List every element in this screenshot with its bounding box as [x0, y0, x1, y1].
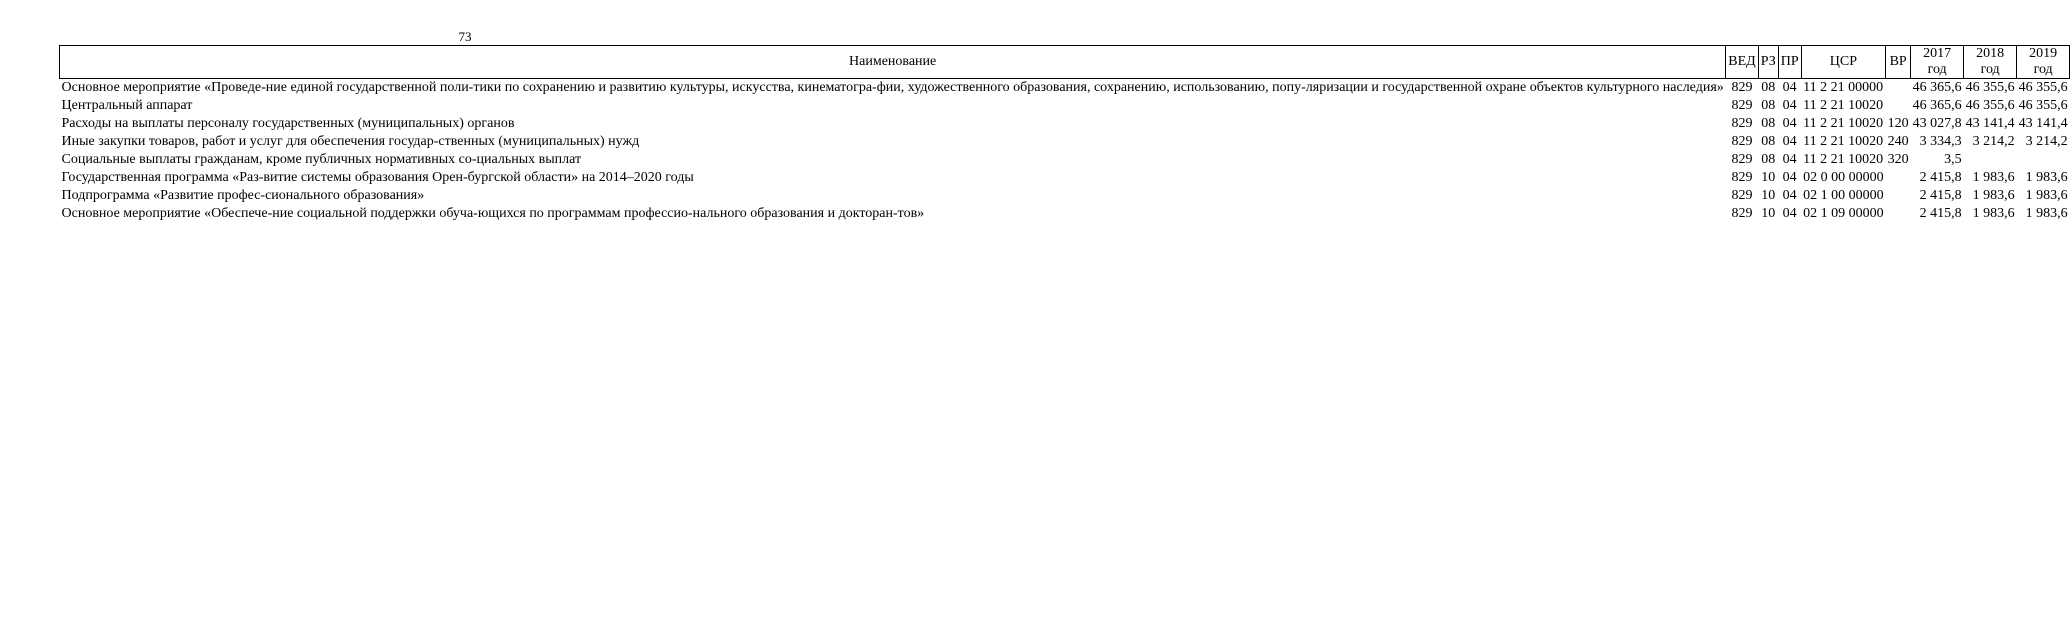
row-name: Основное мероприятие «Обеспече-ние социальной поддержки обуча-ющихся по программам профессио-нального образования и докторан-тов» — [61, 206, 925, 221]
row-2017: 2 415,8 — [1919, 206, 1962, 221]
row-csr: 02 0 00 00000 — [1803, 170, 1884, 185]
row-name: Иные закупки товаров, работ и услуг для обеспечения государ-ственных (муниципальных) нужд — [61, 134, 640, 149]
table-header-row — [60, 46, 2070, 79]
row-pr: 04 — [1782, 98, 1797, 113]
table-row — [60, 187, 2070, 205]
row-2018: 1 983,6 — [1972, 188, 2015, 203]
row-2017: 43 027,8 — [1912, 116, 1962, 131]
row-name: Подпрограмма «Развитие профес-сионального образования» — [61, 188, 425, 203]
row-pr: 04 — [1782, 206, 1797, 221]
header-2018: 2018 год — [1964, 46, 2017, 79]
row-2017: 3 334,3 — [1919, 134, 1962, 149]
row-2017: 3,5 — [1944, 152, 1962, 167]
row-ved: 829 — [1731, 152, 1753, 167]
row-ved: 829 — [1731, 98, 1753, 113]
row-csr: 11 2 21 10020 — [1803, 134, 1884, 149]
row-csr: 02 1 09 00000 — [1803, 206, 1884, 221]
row-csr: 11 2 21 00000 — [1803, 80, 1884, 95]
header-2017: 2017 год — [1911, 46, 1964, 79]
row-vr — [1886, 205, 1911, 223]
row-rz: 08 — [1761, 98, 1776, 113]
row-pr: 04 — [1782, 116, 1797, 131]
row-ved: 829 — [1731, 134, 1753, 149]
row-pr: 04 — [1782, 188, 1797, 203]
table-row — [60, 79, 2070, 98]
header-pr: ПР — [1778, 46, 1801, 79]
header-2019: 2019 год — [2017, 46, 2070, 79]
header-vr: ВР — [1886, 46, 1911, 79]
row-2017: 2 415,8 — [1919, 170, 1962, 185]
row-vr: 120 — [1887, 116, 1909, 131]
row-rz: 10 — [1761, 170, 1776, 185]
row-vr — [1886, 187, 1911, 205]
row-2018: 43 141,4 — [1965, 116, 2015, 131]
header-csr: ЦСР — [1801, 46, 1886, 79]
row-name: Основное мероприятие «Проведе-ние единой государственной поли-тики по сохранению и развитию культуры, искусства, кинематогра-фии, художественного образования, сохранению, использованию, попу-ляризации и государственной охране объектов культурного наследия» — [61, 80, 1724, 95]
table-row — [60, 205, 2070, 223]
header-ved: ВЕД — [1726, 46, 1758, 79]
row-2019: 1 983,6 — [2025, 170, 2068, 185]
row-rz: 08 — [1761, 116, 1776, 131]
row-2017: 46 365,6 — [1912, 98, 1962, 113]
row-csr: 11 2 21 10020 — [1803, 152, 1884, 167]
row-2019: 1 983,6 — [2025, 206, 2068, 221]
row-2019: 43 141,4 — [2018, 116, 2068, 131]
row-ved: 829 — [1731, 188, 1753, 203]
row-name: Социальные выплаты гражданам, кроме публичных нормативных со-циальных выплат — [61, 152, 582, 167]
row-2018: 46 355,6 — [1965, 98, 2015, 113]
row-ved: 829 — [1731, 80, 1753, 95]
row-2019: 46 355,6 — [2018, 98, 2068, 113]
row-2018: 46 355,6 — [1965, 80, 2015, 95]
row-ved: 829 — [1731, 116, 1753, 131]
header-name: Наименование — [60, 46, 1726, 79]
row-rz: 10 — [1761, 188, 1776, 203]
row-vr: 240 — [1887, 134, 1909, 149]
table-row — [60, 133, 2070, 151]
row-2018: 1 983,6 — [1972, 170, 2015, 185]
budget-table — [59, 45, 2070, 223]
row-vr: 320 — [1887, 152, 1909, 167]
row-name: Расходы на выплаты персоналу государственных (муниципальных) органов — [61, 116, 515, 131]
row-rz: 08 — [1761, 152, 1776, 167]
row-name: Центральный аппарат — [61, 98, 193, 113]
row-vr — [1886, 79, 1911, 98]
row-csr: 02 1 00 00000 — [1803, 188, 1884, 203]
page-number: 73 — [458, 29, 472, 44]
row-2019: 3 214,2 — [2025, 134, 2068, 149]
row-ved: 829 — [1731, 170, 1753, 185]
row-pr: 04 — [1782, 170, 1797, 185]
row-vr — [1886, 169, 1911, 187]
row-2018: 3 214,2 — [1972, 134, 2015, 149]
row-2019 — [2017, 151, 2070, 169]
table-row — [60, 151, 2070, 169]
row-rz: 10 — [1761, 206, 1776, 221]
table-row — [60, 169, 2070, 187]
row-pr: 04 — [1782, 152, 1797, 167]
row-csr: 11 2 21 10020 — [1803, 98, 1884, 113]
row-2019: 1 983,6 — [2025, 188, 2068, 203]
row-name: Государственная программа «Раз-витие системы образования Орен-бургской области» на 2014–2020 годы — [61, 170, 694, 185]
header-rz: РЗ — [1758, 46, 1778, 79]
row-pr: 04 — [1782, 134, 1797, 149]
table-row — [60, 97, 2070, 115]
row-rz: 08 — [1761, 80, 1776, 95]
table-row — [60, 115, 2070, 133]
row-2019: 46 355,6 — [2018, 80, 2068, 95]
row-csr: 11 2 21 10020 — [1803, 116, 1884, 131]
row-2017: 2 415,8 — [1919, 188, 1962, 203]
row-2017: 46 365,6 — [1912, 80, 1962, 95]
row-vr — [1886, 97, 1911, 115]
row-rz: 08 — [1761, 134, 1776, 149]
row-2018: 1 983,6 — [1972, 206, 2015, 221]
row-pr: 04 — [1782, 80, 1797, 95]
row-2018 — [1964, 151, 2017, 169]
row-ved: 829 — [1731, 206, 1753, 221]
